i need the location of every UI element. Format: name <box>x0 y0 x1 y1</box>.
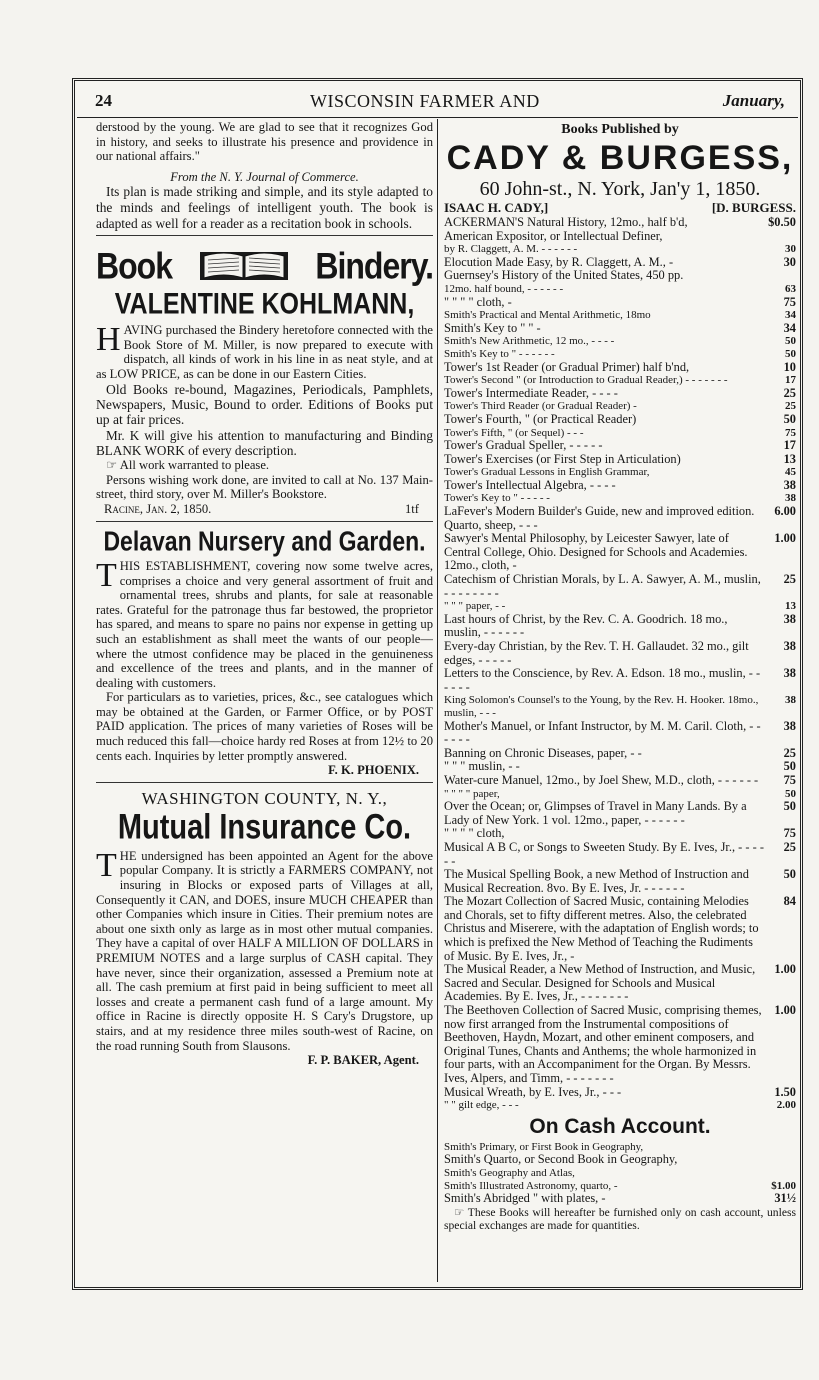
book-title: Tower's Fourth, " (or Practical Reader) <box>444 411 637 426</box>
book-title: Elocution Made Easy, by R. Claggett, A. M., - <box>444 254 674 269</box>
book-price: 38 <box>783 639 796 653</box>
page-number: 24 <box>95 91 112 110</box>
book-entry <box>444 640 796 667</box>
book-title: Musical Wreath, by E. Ives, Jr., - - - <box>444 1084 622 1099</box>
book-price: $1.00 <box>771 1179 796 1192</box>
book-entry <box>444 413 796 427</box>
book-price: $0.50 <box>768 215 796 229</box>
book-entry <box>444 216 796 230</box>
book-title: " " " " cloth, - <box>444 294 512 309</box>
dropcap: H <box>96 321 121 359</box>
book-price: 1.00 <box>774 962 796 977</box>
book-entry <box>444 868 796 895</box>
review-text: Its plan is made striking and simple, and its style adapted to the minds and feelings of intelligent youth. The book is adapted as well for a reader as a recitation book in schools. <box>96 184 433 231</box>
book-entry <box>444 256 796 270</box>
book-entry <box>444 760 796 774</box>
book-title: Tower's Second " (or Introduction to Gradual Reader,) - - - - - - - <box>444 374 728 387</box>
book-price: 63 <box>785 282 796 295</box>
book-title: The Musical Spelling Book, a new Method of Instruction and Musical Recreation. 8vo. By E. Ives, Jr. - - - - - - <box>444 867 749 895</box>
book-title: Tower's Intellectual Algebra, - - - - <box>444 477 616 492</box>
book-price: 38 <box>783 718 796 733</box>
book-price: 31½ <box>774 1191 796 1206</box>
book-entry <box>444 439 796 453</box>
book-price: 17 <box>783 438 796 453</box>
book-price: 17 <box>785 374 796 387</box>
book-price: 75 <box>785 426 796 439</box>
book-entry <box>444 613 796 640</box>
insurance-county: WASHINGTON COUNTY, N. Y., <box>141 788 388 808</box>
book-entry <box>444 1086 796 1100</box>
bindery-heading <box>96 244 433 288</box>
book-title: Catechism of Christian Morals, by L. A. Sawyer, A. M., muslin, - - - - - - - - <box>444 572 761 600</box>
book-entry <box>444 479 796 493</box>
book-entry <box>444 296 796 310</box>
book-title: Water-cure Manuel, 12mo., by Joel Shew, M.D., cloth, - - - - - - <box>444 772 759 787</box>
book-title: Musical A B C, or Songs to Sweeten Study. By E. Ives, Jr., - - - - - - <box>444 839 764 868</box>
book-title: Every-day Christian, by the Rev. T. H. Gallaudet. 32 mo., gilt edges, - - - - - <box>444 639 749 667</box>
book-entry <box>444 747 796 761</box>
dropcap: T <box>96 846 117 884</box>
nursery-title: Delavan Nursery and Garden. <box>103 525 426 557</box>
book-title: " " " " cloth, <box>444 826 505 841</box>
book-title: Mother's Manuel, or Infant Instructor, by M. M. Caril. Cloth, - - - - - - <box>444 718 761 747</box>
book-price: 84 <box>783 894 796 909</box>
book-title: Sawyer's Mental Philosophy, by Leicester Sawyer, late of Central College, Ohio. Designed for Schools and Academies. 12mo., cloth, - <box>444 531 748 573</box>
book-price: 75 <box>783 826 796 841</box>
book-title: Smith's Quarto, or Second Book in Geography, <box>444 1152 678 1167</box>
books-kicker: Books Published by <box>561 122 679 137</box>
book-title: Tower's Exercises (or First Step in Articulation) <box>444 451 681 466</box>
book-title: Over the Ocean; or, Glimpses of Travel in Many Lands. By a Lady of New York. 1 vol. 12mo., paper, - - - - - - <box>444 799 747 827</box>
book-entry <box>444 466 796 479</box>
book-price: 50 <box>785 335 796 348</box>
book-price: 25 <box>783 572 796 587</box>
book-title: LaFever's Modern Builder's Guide, new and improved edition. Quarto, sheep, - - - <box>444 504 755 532</box>
nursery-body <box>96 556 433 690</box>
book-price <box>766 269 796 283</box>
nursery-text-2: For particulars as to varieties, prices, &c., see catalogues which may be obtained at the Garden, or Farmer Office, or by POST PAID application. The prices of many varieties of Roses will be much reduced this fall—choice hardy red Roses at from 12½ to 20 cents each. Inquiries by letter promptly answered. <box>96 690 433 763</box>
book-title: Tower's Third Reader (or Gradual Reader) - <box>444 400 637 413</box>
book-price: 1.50 <box>774 1084 796 1099</box>
book-price: 75 <box>783 772 796 787</box>
book-title: " " " " paper, <box>444 787 500 800</box>
insurance-body <box>96 846 433 1053</box>
book-title: The Beethoven Collection of Sacred Music, comprising themes, now first arranged from the Instrumental compositions of Beethoven, Haydn, Mozart, and other eminent composers, and Original Tunes, Chants and Anthems; the whole harmonized in four parts, with an Accompaniment for the Organ. By Messrs. Ives, Alpers, and Timm, - - - - - - - <box>444 1003 762 1085</box>
book-price <box>766 1153 796 1167</box>
book-price: 45 <box>785 466 796 479</box>
book-entry <box>444 283 796 296</box>
book-price: 2.00 <box>776 1099 796 1112</box>
separator <box>96 782 433 783</box>
book-price: 1.00 <box>774 531 796 546</box>
book-price: 34 <box>783 320 796 335</box>
book-entry <box>444 361 796 375</box>
partners-line <box>444 200 796 216</box>
column-rule <box>437 119 438 1282</box>
book-entry <box>444 322 796 336</box>
book-price: 50 <box>783 799 796 814</box>
book-entry <box>444 573 796 600</box>
bindery-dateline <box>96 502 433 517</box>
book-title: Guernsey's History of the United States, 450 pp. <box>444 268 684 283</box>
book-title: Smith's Key to " - - - - - - <box>444 347 555 360</box>
book-entry <box>444 1153 796 1167</box>
open-book-icon <box>196 246 292 286</box>
book-title: Smith's Abridged " with plates, - <box>444 1191 606 1206</box>
book-title: " " " muslin, - - <box>444 759 520 774</box>
bindery-text-3: Mr. K will give his attention to manufacturing and Binding BLANK WORK of every description. <box>96 427 433 458</box>
insurance-title: Mutual Insurance Co. <box>117 808 412 847</box>
book-price: 38 <box>783 666 796 681</box>
book-entry <box>444 230 796 244</box>
book-entry <box>444 243 796 256</box>
nursery-text-1: HIS ESTABLISHMENT, covering now some twelve acres, comprises a choice and very general assortment of fruit and ornamental trees, shrubs and plants, for sale at reasonable rates. Grateful for the patronage thus far bestowed, the proprietor has spared, and means to spare no pains nor expense in getting up such an establishment as shall meet the wants of our people—where the utmost confidence may be placed in the genuineness and excellence of the trees and plants, and in the manner of dealing with customers. <box>96 558 433 690</box>
book-list <box>444 216 796 1112</box>
page-header <box>95 91 785 113</box>
book-price: 38 <box>783 477 796 492</box>
book-title: 12mo. half bound, - - - - - - <box>444 282 564 295</box>
book-title: King Solomon's Counsel's to the Young, by the Rev. H. Hooker. 18mo., muslin, - - - <box>444 694 759 719</box>
book-entry <box>444 1192 796 1206</box>
footnote: ☞ These Books will hereafter be furnished only on cash account, unless special exchanges are made for quantities. <box>444 1205 796 1232</box>
book-price: 50 <box>783 867 796 882</box>
book-title: Smith's Primary, or First Book in Geography, <box>444 1140 644 1153</box>
book-entry <box>444 1099 796 1112</box>
book-title: Smith's Illustrated Astronomy, quarto, - <box>444 1179 618 1192</box>
book-entry <box>444 532 796 573</box>
book-entry <box>444 335 796 348</box>
book-price: 30 <box>783 254 796 269</box>
book-entry <box>444 720 796 747</box>
book-price: 38 <box>783 611 796 626</box>
book-entry <box>444 667 796 694</box>
quote-source: From the N. Y. Journal of Commerce. <box>170 169 359 184</box>
publisher-address: 60 John-st., N. York, Jan'y 1, 1850. <box>479 178 761 200</box>
book-title: The Mozart Collection of Sacred Music, containing Melodies and Chorals, set to fifty different metres. Also, the celebrated Christus and Miserere, with the adaptation of English words; to which is prefixed the New Method of Teaching the Rudiments of Music. By E. Ives, Jr., - <box>444 894 759 963</box>
book-title: Tower's Gradual Lessons in English Grammar, <box>444 466 650 479</box>
book-price: 50 <box>785 787 796 800</box>
bindery-text-1: AVING purchased the Bindery heretofore connected with the Book Store of M. Miller, is now prepared to execute with dispatch, all kinds of work in his line in as neat style, and at as LOW PRICE, as can be done in our Eastern Cities. <box>96 323 433 381</box>
book-entry <box>444 453 796 467</box>
bindery-body <box>96 323 433 381</box>
cash-book-list <box>444 1141 796 1206</box>
book-entry <box>444 694 796 719</box>
book-price: 25 <box>783 385 796 400</box>
book-price: 34 <box>785 309 796 322</box>
separator <box>96 521 433 522</box>
nursery-signature: F. K. PHOENIX. <box>328 763 419 778</box>
book-entry <box>444 800 796 827</box>
book-price: 50 <box>783 759 796 774</box>
book-title: " " gilt edge, - - - <box>444 1099 519 1112</box>
ad-code: 1tf <box>405 501 419 516</box>
book-entry <box>444 505 796 532</box>
dropcap: T <box>96 556 117 594</box>
running-title: WISCONSIN FARMER AND <box>310 91 540 111</box>
book-title: Smith's Practical and Mental Arithmetic, 18mo <box>444 309 651 322</box>
bindery-word-book: Book <box>96 244 172 287</box>
book-entry <box>444 309 796 322</box>
right-column <box>444 120 796 1282</box>
book-title: Smith's Geography and Atlas, <box>444 1166 575 1179</box>
insurance-signature: F. P. BAKER, Agent. <box>307 1053 419 1068</box>
book-title: The Musical Reader, a New Method of Instruction, and Music, Sacred and Secular. Designed for Schools and Musical Academies. By E. Ives, Jr., - - - - - - - <box>444 962 756 1004</box>
book-price: 38 <box>785 492 796 505</box>
book-entry <box>444 1004 796 1086</box>
book-entry <box>444 374 796 387</box>
book-price: 10 <box>783 359 796 374</box>
book-title: Tower's Gradual Speller, - - - - - <box>444 438 603 453</box>
dateline: Racine, Jan. 2, 1850. <box>104 501 212 516</box>
book-title: " " " paper, - - <box>444 600 506 613</box>
intro-text: derstood by the young. We are glad to see that it recognizes God in history, and seeks to illustrate his presence and providence in our national affairs." <box>96 120 433 164</box>
book-title: ACKERMAN'S Natural History, 12mo., half b'd, <box>444 215 688 229</box>
book-price: 6.00 <box>774 504 796 519</box>
book-price: 38 <box>785 694 796 707</box>
book-price: 75 <box>783 294 796 309</box>
book-title: Tower's Fifth, " (or Sequel) - - - <box>444 426 584 439</box>
book-entry <box>444 895 796 963</box>
publisher-name: CADY & BURGESS, <box>446 139 794 177</box>
book-price: 30 <box>785 243 796 256</box>
warranty-note: ☞ All work warranted to please. <box>106 458 270 473</box>
bindery-word-bindery: Bindery. <box>315 244 433 287</box>
cash-account-heading: On Cash Account. <box>529 1114 711 1138</box>
book-entry <box>444 600 796 613</box>
book-title: Banning on Chronic Diseases, paper, - - <box>444 745 642 760</box>
book-price <box>766 1141 796 1154</box>
book-price: 50 <box>785 347 796 360</box>
book-title: Smith's Key to " " - <box>444 320 541 335</box>
book-title: Smith's New Arithmetic, 12 mo., - - - - <box>444 335 615 348</box>
book-entry <box>444 963 796 1004</box>
bindery-text-4: Persons wishing work done, are invited to call at No. 137 Main-street, third story, over M. Miller's Bookstore. <box>96 472 433 502</box>
insurance-text: HE undersigned has been appointed an Agent for the above popular Company. It is strictly a FARMERS COMPANY, not insuring in Blocks or exposed parts of Villages at all, Consequently it CAN, and DOES, insure MUCH CHEAPER than other Companies which insure in Cities. Their premium notes are about one sixth only as large as in most other mutual companies. They have a capital of over HALF A MILLION OF DOLLARS in PREMIUM NOTES and a large surplus of CASH capital. They have never, since their organization, assessed a Premium note at all. The cash premium at first paid in being sufficient to meet all losses and create a permanent cash fund of a large amount. My office in Racine is directly opposite H. S Cary's Drugstore, up stairs, and at my residence three miles south-west of Racine, on the road running South from Slausons. <box>96 848 433 1053</box>
left-column <box>96 120 433 1282</box>
book-price: 25 <box>783 745 796 760</box>
book-entry <box>444 1167 796 1180</box>
book-title: Letters to the Conscience, by Rev. A. Edson. 18 mo., muslin, - - - - - - <box>444 666 761 694</box>
book-title: Tower's Intermediate Reader, - - - - <box>444 385 618 400</box>
book-title: American Expositor, or Intellectual Definer, <box>444 228 663 243</box>
book-entry <box>444 774 796 788</box>
book-price: 25 <box>785 400 796 413</box>
book-title: Tower's Key to " - - - - - <box>444 492 550 505</box>
partner-burgess: [D. BURGESS. <box>711 200 796 215</box>
proprietor-name: VALENTINE KOHLMANN, <box>114 287 415 321</box>
header-rule <box>77 117 798 118</box>
bindery-text-2: Old Books re-bound, Magazines, Periodicals, Pamphlets, Newspapers, Music, Bound to order. Editions of Books put up at fair prices. <box>96 381 433 428</box>
book-title: by R. Claggett, A. M. - - - - - - <box>444 243 578 256</box>
book-title: Tower's 1st Reader (or Gradual Primer) half b'nd, <box>444 359 690 374</box>
book-price: 1.00 <box>774 1003 796 1018</box>
book-price <box>766 1167 796 1180</box>
book-entry <box>444 841 796 868</box>
book-entry <box>444 827 796 841</box>
book-entry <box>444 387 796 401</box>
separator <box>96 235 433 236</box>
book-title: Last hours of Christ, by the Rev. C. A. Goodrich. 18 mo., muslin, - - - - - - <box>444 611 728 640</box>
issue-month: January, <box>722 91 785 110</box>
book-price <box>766 230 796 244</box>
book-entry <box>444 269 796 283</box>
book-price: 13 <box>783 451 796 466</box>
book-price: 50 <box>783 411 796 426</box>
partner-cady: ISAAC H. CADY,] <box>444 200 549 215</box>
book-entry <box>444 348 796 361</box>
book-price: 25 <box>783 839 796 854</box>
book-price: 13 <box>785 600 796 613</box>
